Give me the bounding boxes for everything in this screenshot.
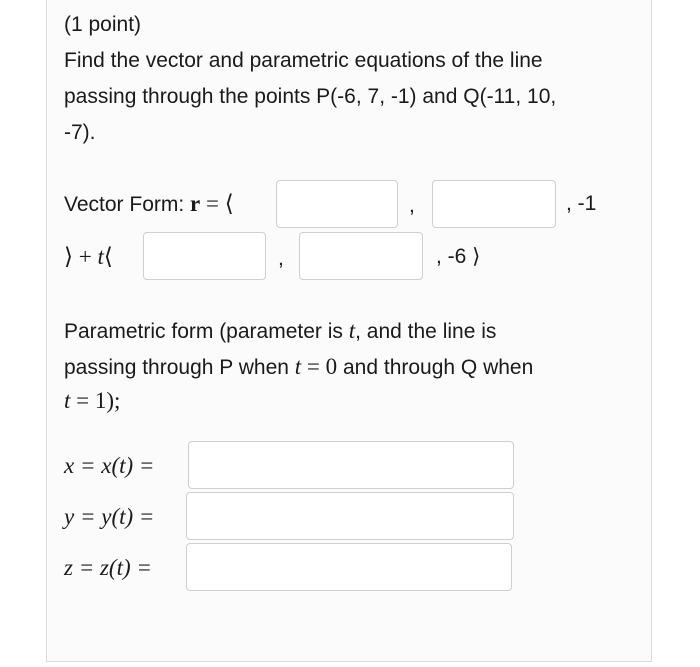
vector-form-row-1 [64,187,234,222]
direction-open-bracket: ⟨ [103,244,113,269]
comma-separator: , [278,247,284,270]
param-t-symbol: t [64,388,71,413]
vector-form-label: Vector Form: [64,193,191,216]
parametric-text: passing through P when [64,356,295,379]
vector-point-z-value: , -1 [566,192,597,215]
problem-text-line-3: -7). [64,121,96,144]
problem-text-line-1: Find the vector and parametric equations of the line [64,49,543,72]
parametric-text: , and the line is [355,320,497,343]
vector-point-x-input[interactable] [276,180,398,228]
comma-separator: , [409,194,415,217]
parametric-text: Parametric form (parameter is [64,320,349,343]
y-equation-input[interactable] [186,492,514,540]
param-t-symbol: t [294,354,302,379]
parametric-text-line-3 [64,384,120,418]
vector-close-plus: ⟩ + [64,244,98,269]
problem-text-line-2: passing through the points P(-6, 7, -1) and Q(-11, 10, [64,85,557,108]
direction-z-value: , -6 ⟩ [436,245,481,268]
direction-x-input[interactable] [143,232,266,280]
parametric-text: and through Q when [337,356,534,379]
z-equation-text: z = z(t) = [64,555,152,580]
param-t-zero: = 0 [301,354,338,379]
vector-open-bracket: = ⟨ [200,191,234,216]
vector-form-row-2 [64,240,113,274]
param-t-one: = 1); [70,388,121,413]
param-t-symbol: t [97,244,104,269]
parametric-text-line-1 [64,314,496,349]
direction-y-input[interactable] [299,232,423,280]
param-t-symbol: t [348,318,356,343]
y-equation-label [64,500,154,534]
x-equation-input[interactable] [188,441,514,489]
x-equation-label [64,449,154,483]
z-equation-input[interactable] [186,543,512,591]
vector-r-symbol: r [190,191,201,216]
parametric-text-line-2 [64,350,533,385]
x-equation-text: x = x(t) = [64,453,155,478]
z-equation-label [64,551,152,585]
points-label: (1 point) [64,13,142,36]
vector-point-y-input[interactable] [432,180,556,228]
y-equation-text: y = y(t) = [64,504,155,529]
